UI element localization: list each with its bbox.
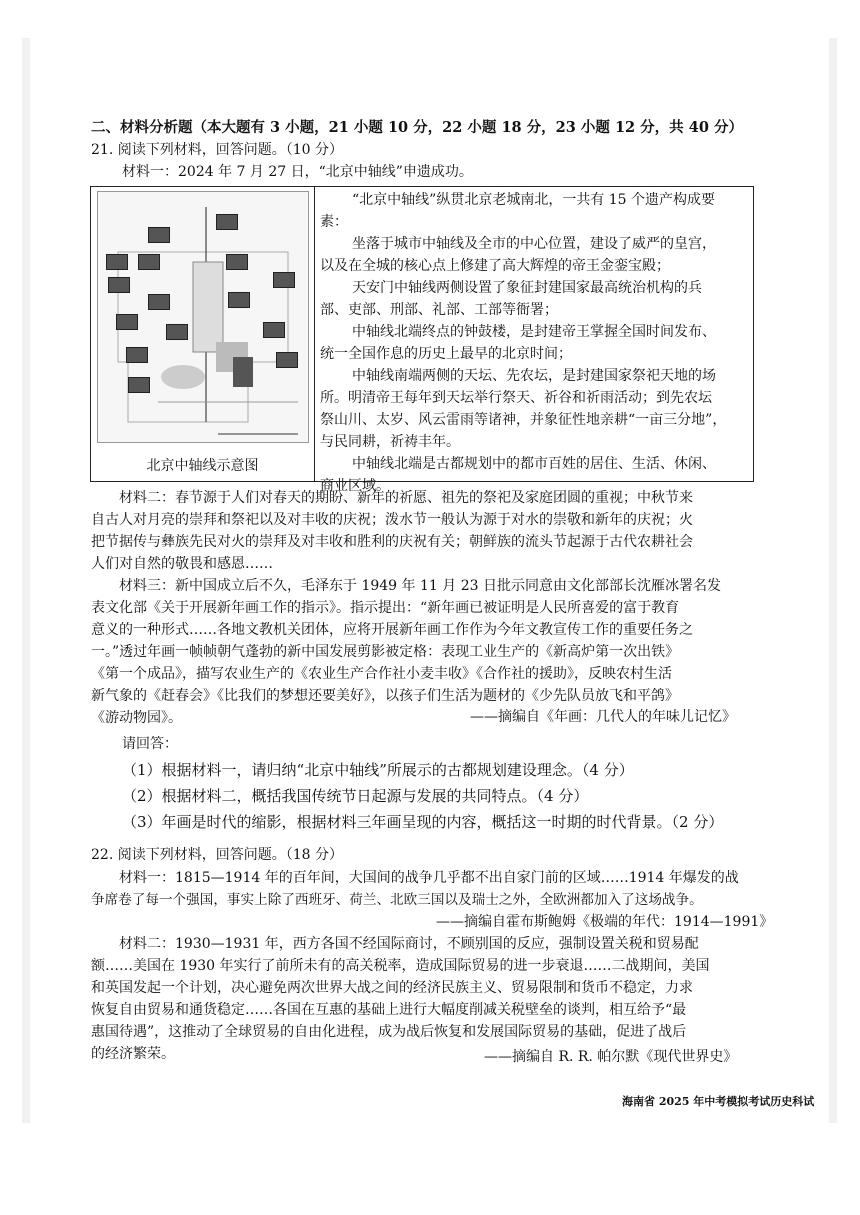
map-site-icon [216, 214, 238, 230]
m1-line: 商业区域。 [320, 478, 390, 494]
map-site-icon [228, 292, 250, 308]
map-site-icon [138, 254, 160, 270]
q22-m2-line: 的经济繁荣。 [91, 1046, 175, 1062]
m2-line: 人们对自然的敬畏和感恩…… [91, 556, 273, 572]
m2-line: 材料二：春节源于人们对春天的期盼、新年的祈愿、祖先的祭祀及家庭团圆的重视；中秋节来 [119, 490, 693, 506]
q22-m1-source: ——摘编自霍布斯鲍姆《极端的年代：1914—1991》 [436, 914, 774, 930]
footer-exam-title: 海南省 2025 年中考模拟考试历史科试 [622, 1095, 815, 1108]
m3-line: 《游动物园》。 [91, 710, 182, 726]
m3-line: 材料三：新中国成立后不久，毛泽东于 1949 年 11 月 23 日批示同意由文化部部长沈雁冰署名发 [119, 578, 721, 594]
m1-line: “北京中轴线”纵贯北京老城南北，一共有 15 个遗产构成要 [352, 192, 716, 208]
q21-question-2: （2）根据材料二，概括我国传统节日起源与发展的共同特点。（4 分） [122, 787, 589, 805]
q22-title: 22. 阅读下列材料，回答问题。（18 分） [91, 847, 343, 863]
box-divider [314, 187, 315, 481]
map-site-icon [116, 314, 138, 330]
q21-question-3: （3）年画是时代的缩影，根据材料三年画呈现的内容，概括这一时期的时代背景。（2 分） [122, 813, 724, 831]
m1-line: 以及在全城的核心点上修建了高大辉煌的帝王金銮宝殿； [320, 258, 670, 274]
map-site-icon [148, 294, 170, 310]
q22-m2-line: 和英国发起一个计划，决心避免两次世界大战之间的经济民族主义、贸易限制和货币不稳定，力求 [91, 980, 693, 996]
m3-source: ——摘编自《年画：几代人的年味儿记忆》 [470, 709, 736, 725]
m1-line: 中轴线北端终点的钟鼓楼，是封建帝王掌握全国时间发布、 [352, 324, 716, 340]
map-site-icon [106, 254, 128, 270]
m1-line: 中轴线南端两侧的天坛、先农坛，是封建国家祭祀天地的场 [352, 368, 716, 384]
map-site-icon [148, 227, 170, 243]
m1-line: 坐落于城市中轴线及全市的中心位置，建设了威严的皇宫， [352, 236, 716, 252]
page-shadow-left [22, 38, 30, 1123]
section-heading: 二、材料分析题（本大题有 3 小题，21 小题 10 分，22 小题 18 分，23 小题 12 分，共 40 分） [91, 119, 743, 136]
beijing-axis-map [97, 191, 309, 443]
m3-line: 新气象的《赶春会》《比我们的梦想还要美好》，以孩子们生活为题材的《少先队员放飞和平鸽》 [91, 688, 679, 704]
m1-line: 素： [320, 214, 348, 230]
map-site-icon [166, 324, 188, 340]
m3-line: 表文化部《关于开展新年画工作的指示》。指示提出：“新年画已被证明是人民所喜爱的富于教育 [91, 600, 680, 616]
ask-label: 请回答： [122, 736, 178, 752]
m3-line: 《第一个成品》，描写农业生产的《农业生产合作社小麦丰收》《合作社的援助》，反映农村生活 [91, 666, 672, 682]
q22-m2-line: 额……美国在 1930 年实行了前所未有的高关税率，造成国际贸易的进一步衰退……二战期间，美国 [91, 958, 710, 974]
q22-m2-source: ——摘编自 R. R. 帕尔默《现代世界史》 [484, 1049, 738, 1065]
q21-question-1: （1）根据材料一，请归纳“北京中轴线”所展示的古都规划建设理念。（4 分） [122, 761, 634, 779]
map-site-icon [108, 277, 130, 293]
m2-line: 把节据传与彝族先民对火的崇拜及对丰收和胜利的庆祝有关；朝鲜族的流头节起源于古代农耕社会 [91, 534, 693, 550]
q21-title: 21. 阅读下列材料，回答问题。（10 分） [91, 142, 343, 158]
map-site-icon [273, 272, 295, 288]
map-site-icon [126, 347, 148, 363]
m1-line: 与民同耕，祈祷丰年。 [320, 434, 460, 450]
q22-m2-line: 惠国待遇”，这推动了全球贸易的自由化进程，成为战后恢复和发展国际贸易的基础，促进了战后 [91, 1024, 687, 1040]
q22-m1-line: 材料一：1815—1914 年的百年间，大国间的战争几乎都不出自家门前的区域……1914 年爆发的战 [119, 870, 739, 886]
page-shadow-right [829, 38, 837, 1123]
map-site-icon [276, 352, 298, 368]
map-site-icon [226, 254, 248, 270]
q22-m1-line: 争席卷了每一个强国，事实上除了西班牙、荷兰、北欧三国以及瑞士之外，全欧洲都加入了这场战争。 [91, 892, 703, 908]
m1-line: 中轴线北端是古都规划中的都市百姓的居住、生活、休闲、 [352, 456, 716, 472]
m1-line: 所。明清帝王每年到天坛举行祭天、祈谷和祈雨活动；到先农坛 [320, 390, 712, 406]
map-caption: 北京中轴线示意图 [146, 458, 259, 474]
m1-line: 部、吏部、刑部、礼部、工部等衙署； [320, 302, 558, 318]
m1-line: 统一全国作息的历史上最早的北京时间； [320, 346, 572, 362]
m1-line: 天安门中轴线两侧设置了象征封建国家最高统治机构的兵 [352, 280, 702, 296]
q22-m2-line: 恢复自由贸易和通货稳定……各国在互惠的基础上进行大幅度削减关税壁垒的谈判，相互给予“最 [91, 1002, 687, 1018]
m3-line: 一。”透过年画一帧帧朝气蓬勃的新中国发展剪影被定格：表现工业生产的《新高炉第一次出铁》 [91, 644, 680, 660]
q21-material1-intro: 材料一：2024 年 7 月 27 日，“北京中轴线”申遗成功。 [122, 164, 473, 180]
map-site-icon [128, 377, 150, 393]
m1-line: 祭山川、太岁、风云雷雨等诸神，并象征性地亲耕“一亩三分地”， [320, 412, 727, 428]
m2-line: 自古人对月亮的崇拜和祭祀以及对丰收的庆祝；泼水节一般认为源于对水的崇敬和新年的庆祝；火 [91, 512, 693, 528]
q22-m2-line: 材料二：1930—1931 年，西方各国不经国际商讨，不顾别国的反应，强制设置关税和贸易配 [119, 936, 699, 952]
map-site-icon [263, 322, 285, 338]
m3-line: 意义的一种形式……各地文教机关团体，应将开展新年画工作作为今年文教宣传工作的重要任务之 [91, 622, 693, 638]
